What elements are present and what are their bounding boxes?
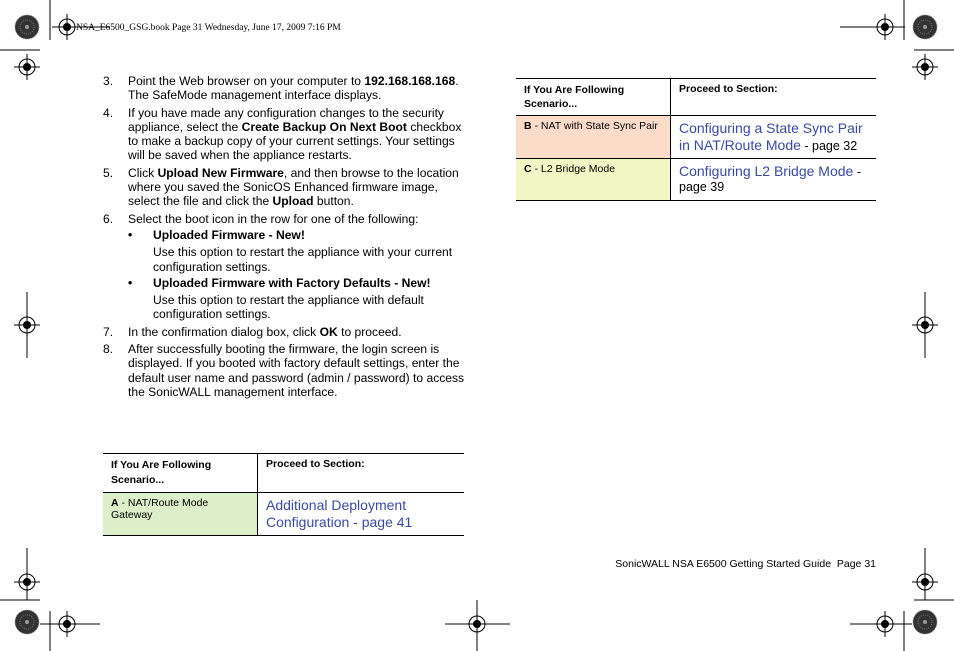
step-4: 4. If you have made any configuration changes to the security appliance, select the Create Backup On Next Boot checkbox to make a backup copy of your current settings. Your settings will be saved when the appliance restarts.: [103, 105, 462, 163]
page-ref: - page 32: [800, 139, 858, 153]
column-header-scenario: If You Are Following Scenario...: [103, 454, 258, 493]
page-ref: - page 39: [679, 165, 861, 194]
guide-title: SonicWALL NSA E6500 Getting Started Guide: [615, 558, 832, 570]
section-cell: [258, 493, 465, 536]
starburst-icon: [15, 15, 39, 39]
scenario-cell: C - L2 Bridge Mode: [516, 159, 671, 201]
step-3: 3. Point the Web browser on your computer to 192.168.168.168. The SafeMode management interface displays.: [103, 74, 459, 103]
starburst-icon: [15, 610, 39, 634]
page-number: Page 31: [836, 558, 876, 570]
column-header-section: Proceed to Section:: [258, 454, 465, 493]
step-number: 5.: [103, 165, 114, 180]
step-number: 7.: [103, 324, 114, 339]
scenario-table-left: [103, 453, 464, 536]
scenario-table-right: [516, 78, 876, 201]
bullet-item: • Uploaded Firmware - New! Use this option to restart the appliance with your current configuration settings.: [128, 227, 453, 274]
registration-mark-icon: [912, 54, 938, 80]
table-row: [516, 159, 876, 201]
starburst-icon: [913, 610, 937, 634]
section-link[interactable]: Additional Deployment Configuration - page 41: [266, 497, 413, 530]
starburst-icon: [913, 15, 937, 39]
registration-mark-icon: [14, 54, 40, 80]
section-link[interactable]: Configuring a State Sync Pair in NAT/Route Mode: [679, 120, 863, 153]
table-row: [103, 493, 464, 536]
ip-address: 192.168.168.168: [364, 74, 456, 88]
step-8: 8. After successfully booting the firmware, the login screen is displayed. If you booted with factory default settings, enter the default user name and password (admin / password) to access the SonicWALL management interface.: [103, 342, 465, 399]
column-header-section: Proceed to Section:: [671, 79, 877, 116]
step-7: 7. In the confirmation dialog box, click OK to proceed.: [103, 324, 402, 339]
table-row: [516, 116, 876, 159]
step-6: 6. Select the boot icon in the row for one of the following: • Uploaded Firmware - New! Use this option to restart the appliance with your current configuration settings. • Uploaded Firmware with Factory Defaults - New! Use this option to restart the appliance with default configuration settings.: [103, 212, 465, 322]
section-cell: [671, 116, 877, 159]
bullet-item: • Uploaded Firmware with Factory Defaults - New! Use this option to restart the appliance with default configuration settings.: [128, 275, 431, 322]
scenario-cell: A - NAT/Route Mode Gateway: [103, 493, 258, 536]
step-5: 5. Click Upload New Firmware, and then browse to the location where you saved the SonicOS Enhanced firmware image, select the file and click the Upload button.: [103, 165, 459, 209]
book-header: NSA_E6500_GSG.book Page 31 Wednesday, June 17, 2009 7:16 PM: [76, 23, 341, 33]
section-cell: [671, 159, 877, 201]
step-number: 4.: [103, 105, 114, 120]
bullet-marker: •: [128, 227, 133, 242]
steps-list: [103, 74, 465, 402]
column-header-scenario: If You Are Following Scenario...: [516, 79, 671, 116]
scenario-cell: B - NAT with State Sync Pair: [516, 116, 671, 159]
page-footer: [615, 558, 876, 570]
step-number: 8.: [103, 342, 114, 357]
step-number: 6.: [103, 211, 114, 226]
section-link[interactable]: Configuring L2 Bridge Mode: [679, 163, 854, 179]
bullet-marker: •: [128, 275, 133, 290]
step-number: 3.: [103, 74, 114, 88]
